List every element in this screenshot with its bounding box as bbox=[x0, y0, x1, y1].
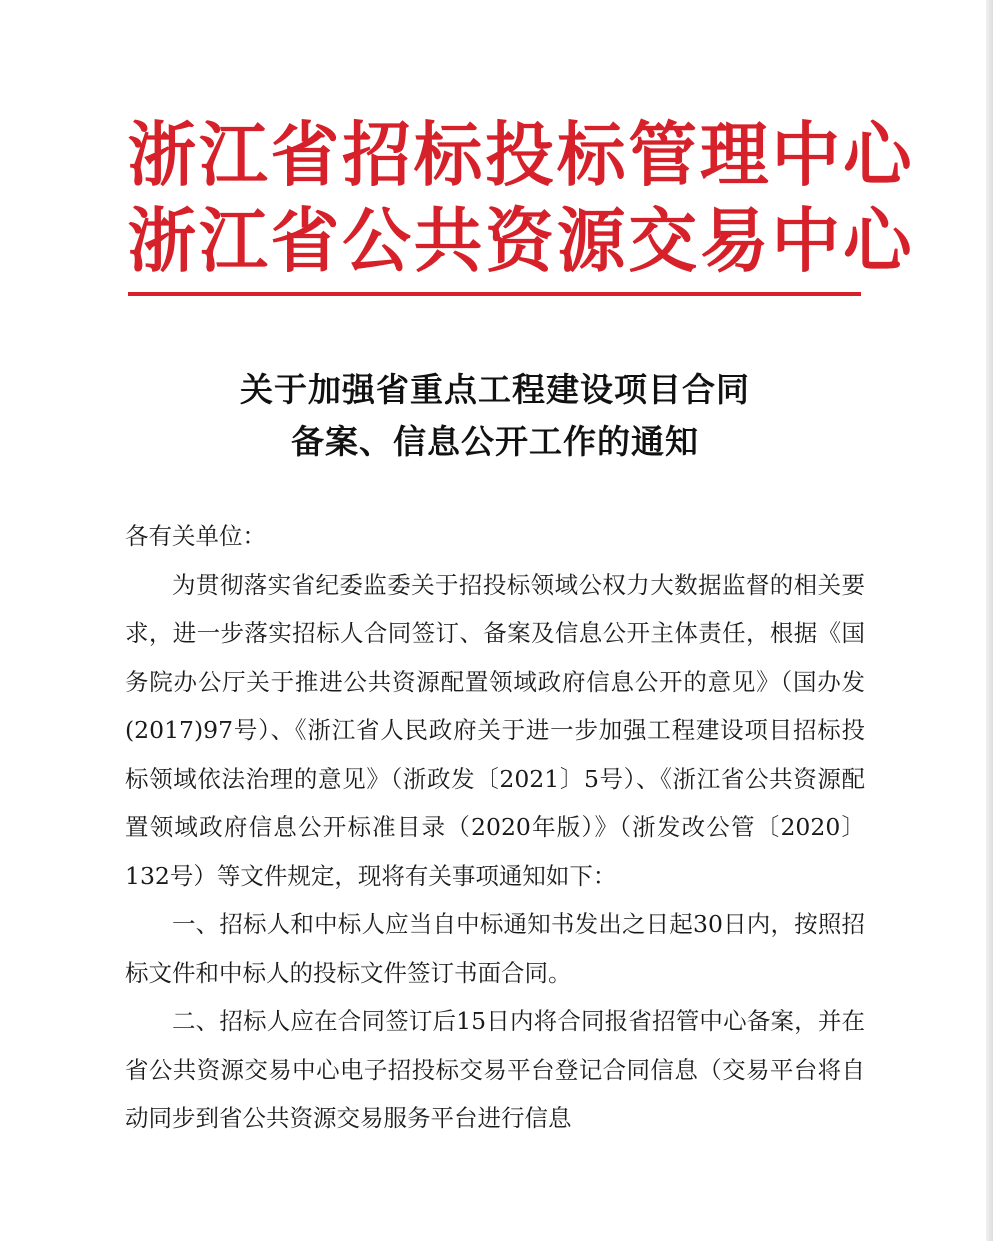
red-divider-line bbox=[128, 292, 861, 296]
paragraph-item-2: 二、招标人应在合同签订后15日内将合同报省招管中心备案，并在省公共资源交易中心电子招投标交易平台登记合同信息（交易平台将自动同步到省公共资源交易服务平台进行信息 bbox=[125, 1007, 865, 1132]
title-line-1: 关于加强省重点工程建设项目合同 bbox=[240, 370, 750, 409]
paragraph-item-1: 一、招标人和中标人应当自中标通知书发出之日起30日内，按照招标文件和中标人的投标文件签订书面合同。 bbox=[125, 910, 865, 987]
salutation: 各有关单位： bbox=[125, 522, 266, 550]
header-line-1: 浙江省招标投标管理中心 bbox=[127, 113, 915, 196]
document-title bbox=[120, 364, 870, 468]
page-edge-shadow bbox=[986, 0, 993, 1241]
issuing-authority-header bbox=[120, 112, 915, 284]
title-line-2: 备案、信息公开工作的通知 bbox=[291, 422, 699, 461]
header-line-2: 浙江省公共资源交易中心 bbox=[127, 199, 915, 282]
paragraph-intro: 为贯彻落实省纪委监委关于招投标领域公权力大数据监督的相关要求，进一步落实招标人合同签订、备案及信息公开主体责任，根据《国务院办公厅关于推进公共资源配置领域政府信息公开的意见》（国办发(2017)97号）、《浙江省人民政府关于进一步加强工程建设项目招标投标领域依法治理的意见》（浙政发〔2021〕5号）、《浙江省公共资源配置领域政府信息公开标准目录（2020年版）》（浙发改公管〔2020〕132号）等文件规定，现将有关事项通知如下： bbox=[125, 570, 865, 890]
document-body bbox=[125, 512, 865, 1143]
